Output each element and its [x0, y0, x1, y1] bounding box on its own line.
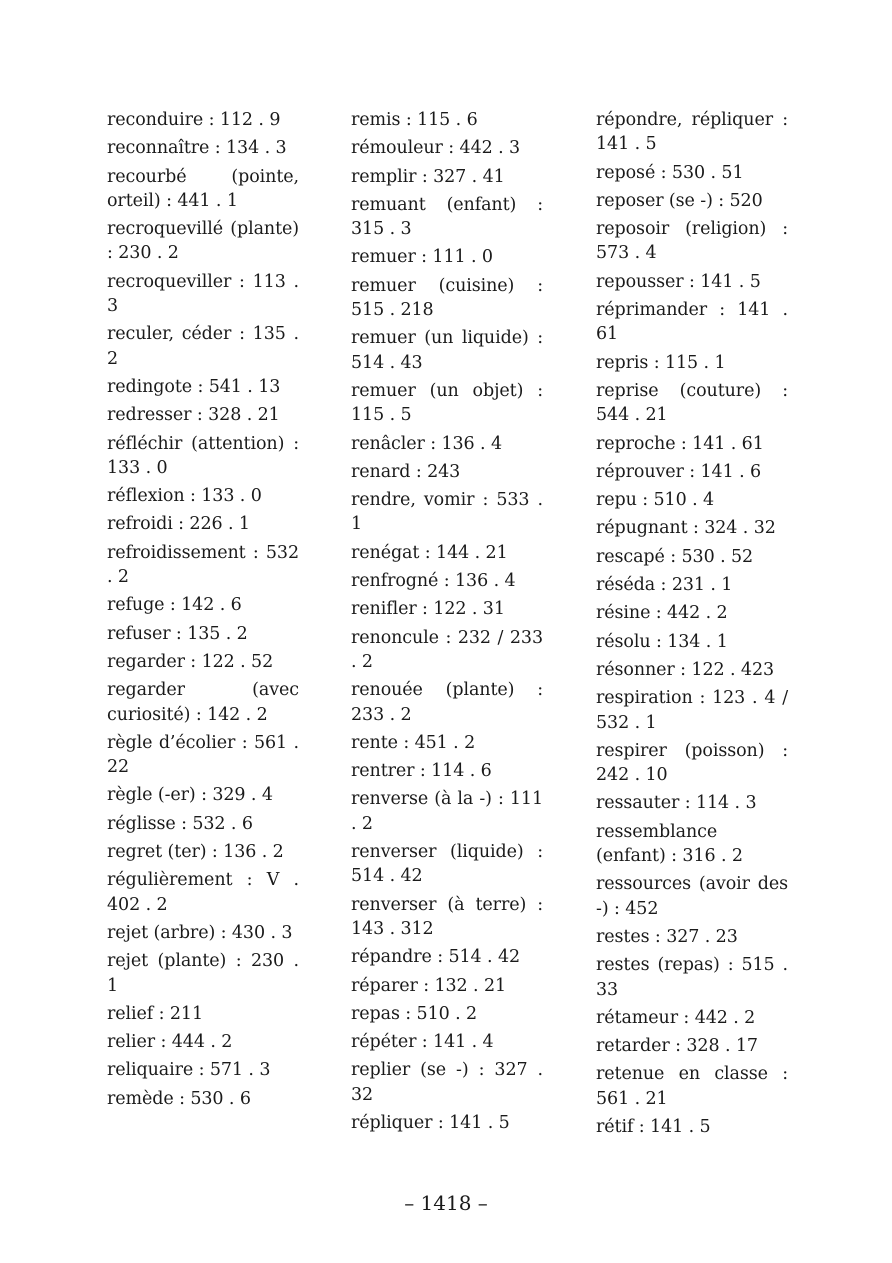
index-entry: renverser (liquide) : 514 . 42: [351, 842, 543, 887]
index-entry: renoncule : 232 / 233 . 2: [351, 627, 543, 672]
index-entry: replier (se -) : 327 . 32: [351, 1060, 543, 1105]
index-entry: reconduire : 112 . 9: [107, 110, 281, 130]
index-entry: reconnaître : 134 . 3: [107, 138, 287, 159]
index-entry: restes (repas) : 515 . 33: [596, 955, 788, 1000]
index-entry: ressources (avoir des -) : 452: [596, 874, 788, 919]
index-entry: répugnant : 324 . 32: [596, 518, 776, 539]
index-entry: renégat : 144 . 21: [351, 542, 508, 563]
page-number: – 1418 –: [404, 1191, 488, 1215]
index-entry: renard : 243: [351, 461, 461, 482]
index-entry: réséda : 231 . 1: [596, 575, 733, 596]
index-entry: réparer : 132 . 21: [351, 975, 507, 996]
index-entry: renverse (à la -) : 111 . 2: [351, 789, 543, 834]
index-entry: réprouver : 141 . 6: [596, 461, 762, 482]
index-entry: repas : 510 . 2: [351, 1003, 478, 1024]
index-entry: rejet (arbre) : 430 . 3: [107, 922, 293, 943]
index-entry: retarder : 328 . 17: [596, 1036, 758, 1057]
index-entry: réflexion : 133 . 0: [107, 486, 262, 507]
index-entry: recroqueviller : 113 . 3: [107, 271, 299, 317]
index-column-3: [596, 108, 788, 1143]
index-entry: relier : 444 . 2: [107, 1032, 233, 1053]
index-entry: remuer (un liquide) : 514 . 43: [351, 328, 543, 373]
index-entry: résonner : 122 . 423: [596, 659, 775, 680]
index-entry: rétif : 141 . 5: [596, 1116, 711, 1137]
index-entry: remplir : 327 . 41: [351, 166, 505, 187]
index-entry: remis : 115 . 6: [351, 110, 478, 130]
index-entry: reproche : 141 . 61: [596, 433, 764, 454]
index-entry: remuant (enfant) : 315 . 3: [351, 194, 543, 240]
index-entry: rejet (plante) : 230 . 1: [107, 951, 299, 996]
index-entry: reposer (se -) : 520: [596, 190, 763, 211]
index-entry: redresser : 328 . 21: [107, 405, 280, 426]
index-entry: relief : 211: [107, 1003, 203, 1024]
index-entry: remède : 530 . 6: [107, 1088, 251, 1109]
index-entry: reposoir (religion) : 573 . 4: [596, 219, 788, 264]
index-entry: restes : 327 . 23: [596, 926, 738, 947]
index-entry: respiration : 123 . 4 / 532 . 1: [596, 688, 788, 733]
index-entry: rescapé : 530 . 52: [596, 546, 754, 567]
index-entry: remuer : 111 . 0: [351, 247, 493, 268]
index-entry: rétameur : 442 . 2: [596, 1007, 756, 1028]
index-entry: reprise (couture) : 544 . 21: [596, 380, 788, 426]
index-entry: reliquaire : 571 . 3: [107, 1060, 271, 1081]
index-entry: rémouleur : 442 . 3: [351, 138, 521, 159]
index-entry: répéter : 141 . 4: [351, 1032, 494, 1053]
index-entry: repousser : 141 . 5: [596, 271, 761, 292]
index-column-1: [107, 108, 299, 1115]
index-entry: règle (-er) : 329 . 4: [107, 785, 273, 806]
index-entry: résine : 442 . 2: [596, 603, 728, 624]
index-entry: regarder (avec curiosité) : 142 . 2: [107, 680, 299, 725]
index-entry: rendre, vomir : 533 . 1: [351, 490, 543, 535]
index-entry: répondre, répliquer : 141 . 5: [596, 110, 788, 155]
index-entry: ressauter : 114 . 3: [596, 793, 757, 814]
index-entry: renfrogné : 136 . 4: [351, 571, 516, 592]
index-entry: renverser (à terre) : 143 . 312: [351, 894, 543, 939]
index-entry: remuer (un objet) : 115 . 5: [351, 380, 543, 426]
index-entry: réprimander : 141 . 61: [596, 300, 788, 345]
index-column-2: [351, 108, 543, 1139]
index-entry: ressemblance (enfant) : 316 . 2: [596, 821, 743, 867]
index-entry: repris : 115 . 1: [596, 352, 726, 373]
index-entry: règle d’écolier : 561 . 22: [107, 732, 299, 778]
index-entry: recroquevillé (plante) : 230 . 2: [107, 219, 299, 264]
index-entry: renifler : 122 . 31: [351, 599, 505, 620]
index-entry: rentrer : 114 . 6: [351, 761, 492, 782]
index-entry: répandre : 514 . 42: [351, 947, 521, 968]
index-entry: renouée (plante) : 233 . 2: [351, 680, 543, 725]
index-entry: reculer, céder : 135 . 2: [107, 324, 299, 369]
index-entry: remuer (cuisine) : 515 . 218: [351, 275, 543, 321]
index-entry: recourbé (pointe, orteil) : 441 . 1: [107, 166, 299, 211]
index-entry: réglisse : 532 . 6: [107, 813, 253, 834]
index-entry: résolu : 134 . 1: [596, 631, 728, 652]
index-entry: regarder : 122 . 52: [107, 651, 274, 672]
index-entry: réfléchir (attention) : 133 . 0: [107, 433, 299, 478]
index-entry: régulièrement : V . 402 . 2: [107, 870, 299, 915]
index-entry: répliquer : 141 . 5: [351, 1112, 510, 1133]
index-entry: repu : 510 . 4: [596, 490, 715, 511]
index-entry: respirer (poisson) : 242 . 10: [596, 740, 788, 786]
index-entry: refuge : 142 . 6: [107, 595, 242, 616]
index-entry: rente : 451 . 2: [351, 732, 476, 753]
index-entry: reposé : 530 . 51: [596, 162, 744, 183]
index-entry: regret (ter) : 136 . 2: [107, 842, 284, 863]
index-entry: refuser : 135 . 2: [107, 623, 248, 644]
index-entry: retenue en classe : 561 . 21: [596, 1064, 788, 1109]
index-entry: refroidi : 226 . 1: [107, 514, 250, 535]
index-entry: redingote : 541 . 13: [107, 376, 281, 397]
index-entry: renâcler : 136 . 4: [351, 433, 502, 454]
index-entry: refroidissement : 532 . 2: [107, 542, 299, 588]
